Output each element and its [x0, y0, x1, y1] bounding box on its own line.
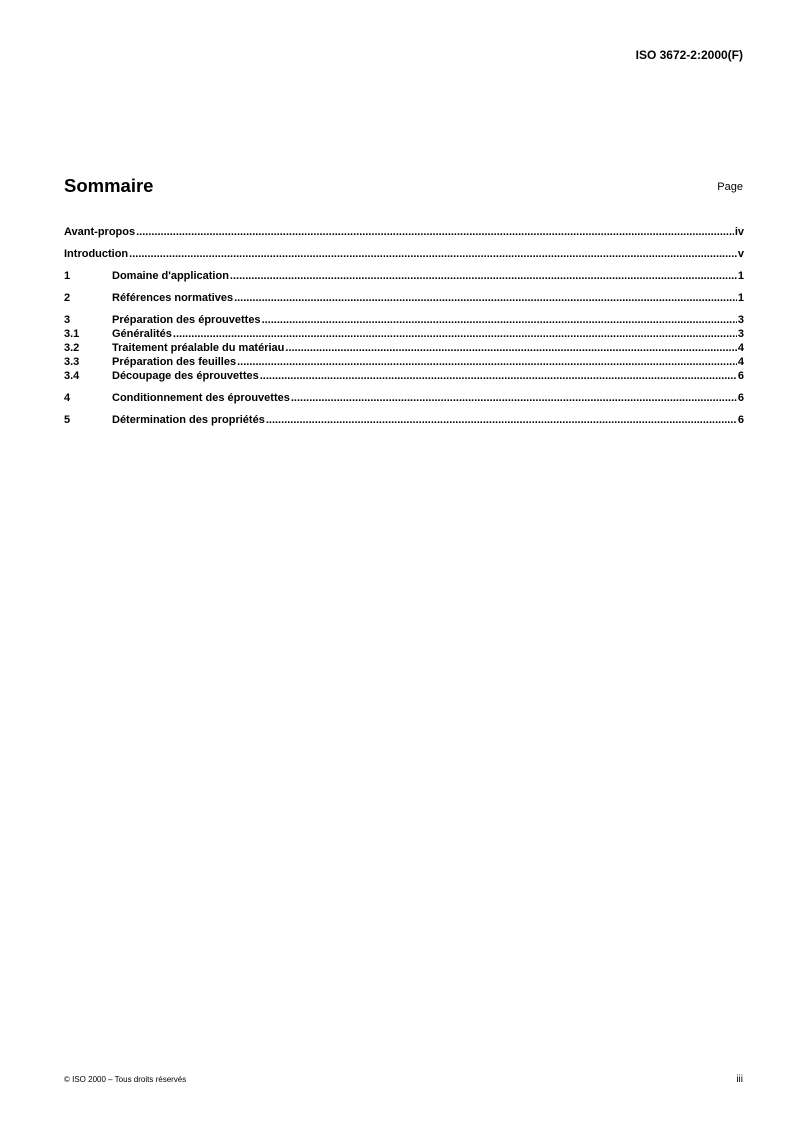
toc-entry-4[interactable] — [64, 391, 744, 405]
toc-entry-page: 1 — [737, 270, 744, 282]
toc-entry-page: 3 — [737, 314, 744, 326]
toc-entry-page: iv — [734, 226, 744, 238]
toc-entry-text: Découpage des éprouvettes — [112, 370, 259, 382]
toc-entry-page: 1 — [737, 292, 744, 304]
toc-entry-number: 5 — [64, 414, 71, 426]
toc-entry-1[interactable] — [64, 269, 744, 283]
toc-leader — [291, 391, 737, 405]
toc-entry-number: 4 — [64, 392, 71, 404]
toc-entry-text: Avant-propos — [64, 226, 136, 238]
toc-entry-text: Références normatives — [112, 292, 234, 304]
toc-entry-introduction[interactable] — [64, 247, 744, 261]
toc-entry-text: Traitement préalable du matériau — [112, 342, 285, 354]
toc-entry-text: Domaine d'application — [112, 270, 229, 282]
page-title: Sommaire — [64, 175, 154, 196]
page-column-label: Page — [717, 181, 743, 193]
toc-entry-text: Généralités — [112, 328, 172, 340]
toc-entry-number: 3.2 — [64, 342, 80, 354]
toc-leader — [260, 369, 737, 383]
toc-leader — [129, 247, 737, 261]
toc-entry-number: 3.3 — [64, 356, 80, 368]
toc-entry-text: Préparation des feuilles — [112, 356, 237, 368]
toc-leader — [266, 413, 737, 427]
toc-leader — [262, 313, 737, 327]
toc-entry-3-3[interactable] — [64, 355, 744, 369]
toc-entry-3-1[interactable] — [64, 327, 744, 341]
toc-entry-page: 4 — [737, 342, 744, 354]
toc-entry-page: 3 — [737, 328, 744, 340]
toc-entry-number: 3.4 — [64, 370, 80, 382]
toc-leader — [234, 291, 737, 305]
toc-leader — [173, 327, 737, 341]
footer-page-number: iii — [736, 1074, 743, 1085]
toc-leader — [237, 355, 737, 369]
toc-entry-3-4[interactable] — [64, 369, 744, 383]
toc-leader — [285, 341, 736, 355]
toc-entry-page: v — [737, 248, 744, 260]
toc-entry-page: 4 — [737, 356, 744, 368]
toc-entry-3[interactable] — [64, 313, 744, 327]
toc-entry-3-2[interactable] — [64, 341, 744, 355]
toc-entry-page: 6 — [737, 370, 744, 382]
toc-leader — [230, 269, 737, 283]
toc-entry-avant-propos[interactable] — [64, 225, 744, 239]
toc-entry-page: 6 — [737, 414, 744, 426]
document-id: ISO 3672-2:2000(F) — [635, 48, 743, 62]
toc-entry-2[interactable] — [64, 291, 744, 305]
toc-entry-5[interactable] — [64, 413, 744, 427]
table-of-contents — [64, 225, 744, 427]
toc-entry-text: Détermination des propriétés — [112, 414, 265, 426]
toc-entry-number: 2 — [64, 292, 71, 304]
toc-entry-text: Conditionnement des éprouvettes — [112, 392, 290, 404]
toc-entry-number: 3.1 — [64, 328, 80, 340]
toc-entry-text: Introduction — [64, 248, 129, 260]
footer-copyright: © ISO 2000 – Tous droits réservés — [64, 1075, 187, 1084]
toc-entry-text: Préparation des éprouvettes — [112, 314, 261, 326]
toc-entry-page: 6 — [737, 392, 744, 404]
toc-entry-number: 1 — [64, 270, 71, 282]
toc-leader — [136, 225, 734, 239]
toc-entry-number: 3 — [64, 314, 71, 326]
